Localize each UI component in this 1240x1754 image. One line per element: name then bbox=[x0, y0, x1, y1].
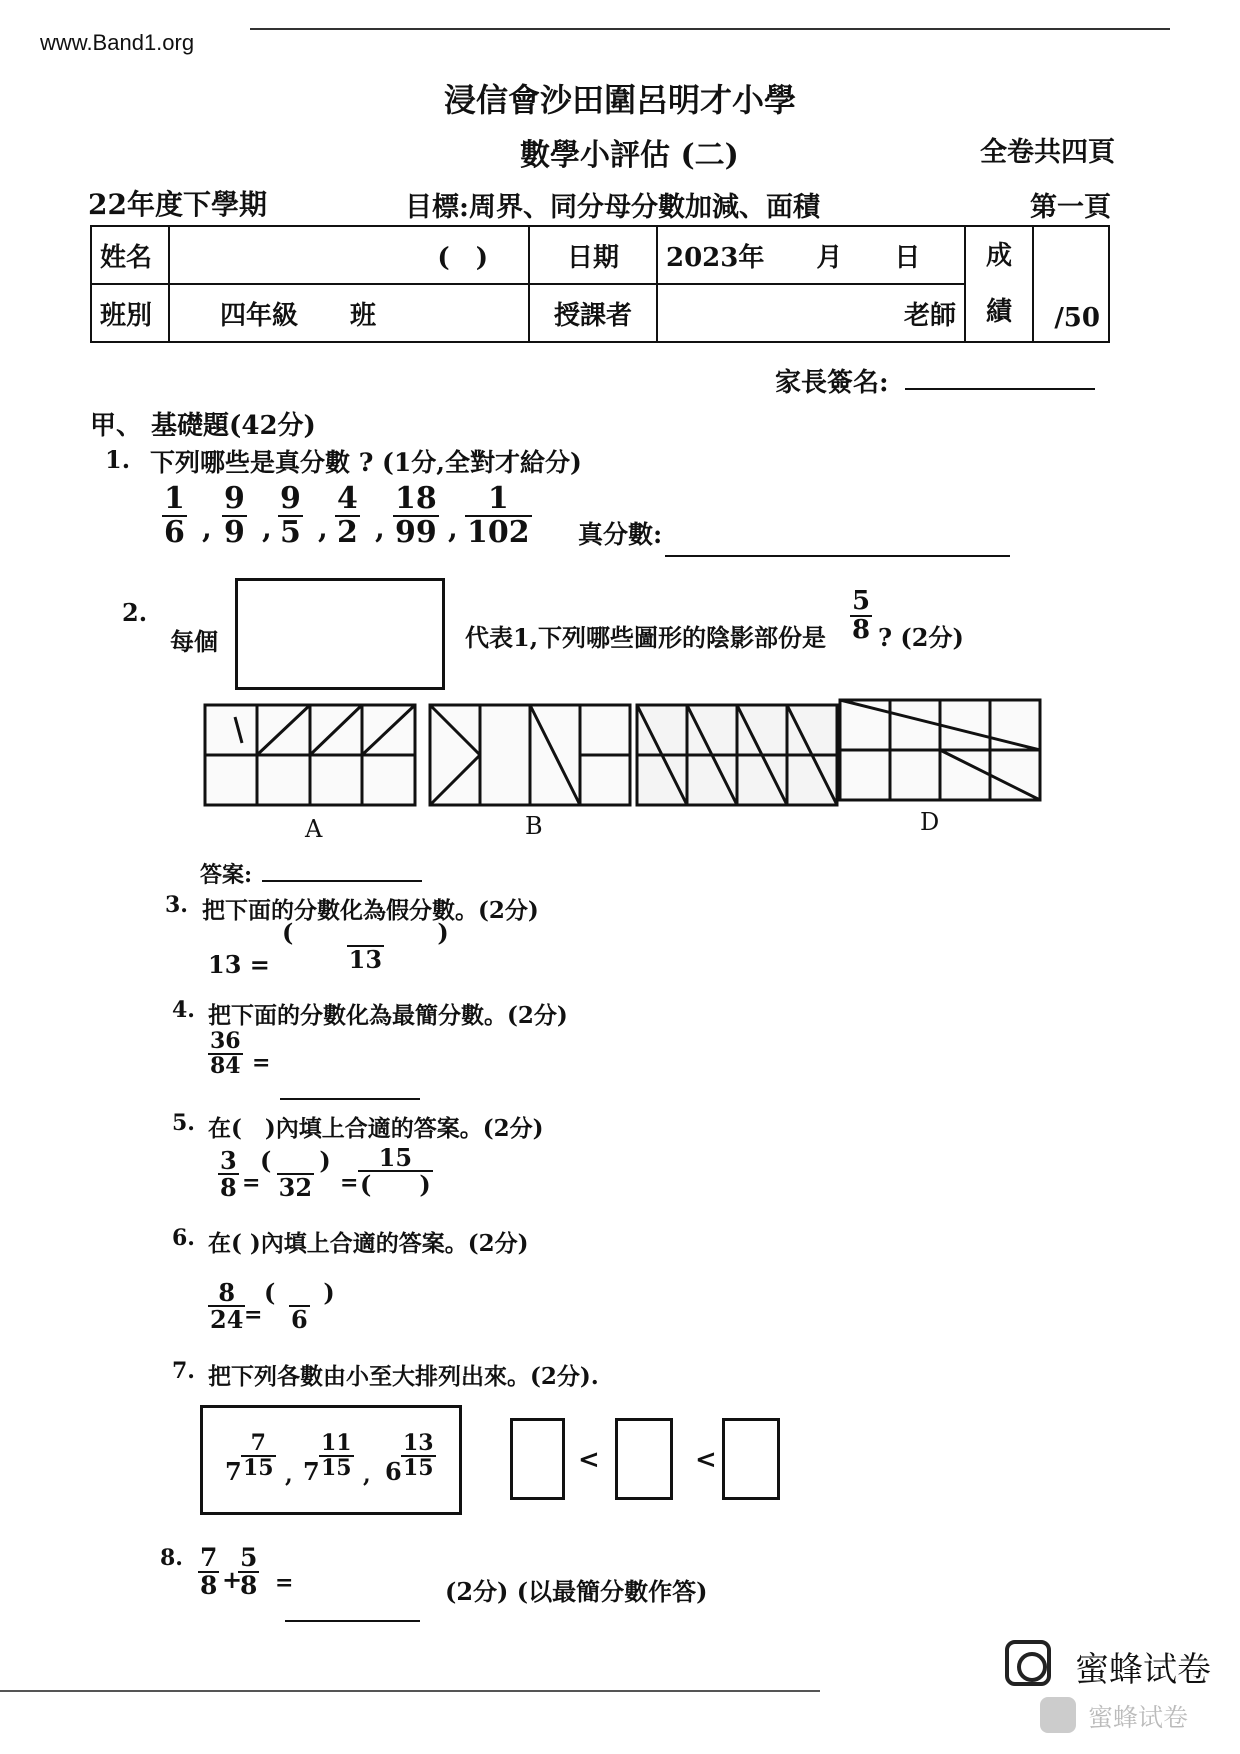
q1-frac-num: 18 bbox=[395, 481, 437, 516]
q5-fraction bbox=[218, 1146, 239, 1203]
q2-fraction bbox=[850, 588, 872, 645]
q2-figures bbox=[200, 695, 1050, 815]
q1-frac-num: 9 bbox=[224, 481, 245, 516]
q1-fraction bbox=[222, 483, 247, 548]
q8-plus: + bbox=[222, 1565, 243, 1594]
school-name: 浸信會沙田圍呂明才小學 bbox=[443, 81, 796, 119]
q6-fraction-2[interactable] bbox=[262, 1278, 337, 1335]
q7-answer-box-3[interactable] bbox=[722, 1418, 780, 1500]
q1-frac-num: 1 bbox=[487, 481, 509, 516]
q2-number: 2. bbox=[122, 598, 148, 627]
q7-answer-box-1[interactable] bbox=[510, 1418, 565, 1500]
q2-answer-line[interactable] bbox=[262, 880, 422, 882]
class-number-blank: ( ) bbox=[437, 242, 488, 273]
q7-comma: , bbox=[285, 1462, 293, 1488]
q1-fraction bbox=[393, 483, 439, 548]
q1-comma: , bbox=[262, 512, 272, 545]
q2-prefix: 每個 bbox=[170, 627, 218, 656]
q6-frac-den: 24 bbox=[210, 1305, 244, 1335]
figure-a-label: A bbox=[305, 815, 323, 843]
q7-frac-num: 11 bbox=[321, 1430, 352, 1456]
q7-whole: 7 bbox=[303, 1457, 320, 1486]
q7-frac-den: 15 bbox=[403, 1455, 434, 1482]
q5-eq2: = bbox=[340, 1170, 359, 1196]
class-field[interactable]: 四年級 班 bbox=[169, 284, 529, 342]
q7-comma: , bbox=[363, 1462, 371, 1488]
q7-text: 把下列各數由小至大排列出來。(2分). bbox=[208, 1363, 599, 1390]
objectives: 目標:周界、同分母分數加減、面積 bbox=[405, 192, 820, 223]
q1-frac-den: 99 bbox=[395, 514, 437, 550]
total-pages: 全卷共四頁 bbox=[980, 137, 1115, 168]
figure-d[interactable] bbox=[840, 700, 1040, 800]
q7-frac-num: 7 bbox=[250, 1430, 266, 1456]
q1-fraction bbox=[335, 483, 360, 548]
q8-f1-num: 7 bbox=[200, 1543, 218, 1572]
q7-lt-1: < bbox=[578, 1445, 600, 1475]
class-label: 班別 bbox=[91, 284, 169, 342]
figure-c-label: C bbox=[715, 808, 734, 836]
q4-number: 4. bbox=[172, 997, 195, 1023]
q1-fraction bbox=[162, 483, 187, 548]
q2-answer-label: 答案: bbox=[200, 862, 253, 888]
q1-comma: , bbox=[318, 512, 328, 545]
logo-text: 蜜蜂试卷 bbox=[1075, 1650, 1211, 1690]
q3-text: 把下面的分數化為假分數。(2分) bbox=[202, 897, 539, 924]
q7-whole: 7 bbox=[225, 1457, 242, 1486]
q5-f3-num: 15 bbox=[378, 1143, 413, 1172]
q5-text: 在( )內填上合適的答案。(2分) bbox=[208, 1115, 544, 1142]
q1-comma: , bbox=[375, 512, 385, 545]
q7-fraction bbox=[401, 1432, 436, 1480]
teacher-label: 授課者 bbox=[529, 284, 657, 342]
q1-fraction bbox=[465, 483, 532, 548]
q8-fraction-2 bbox=[238, 1545, 259, 1600]
q6-f2-den: 6 bbox=[291, 1305, 308, 1335]
q1-frac-num: 4 bbox=[337, 481, 358, 516]
student-info-table bbox=[90, 225, 1110, 343]
q8-fraction-1 bbox=[198, 1545, 219, 1600]
page-number: 第一頁 bbox=[1030, 192, 1111, 223]
q6-f2-num-blank[interactable]: ( ) bbox=[264, 1278, 335, 1307]
top-rule bbox=[250, 28, 1170, 30]
q4-frac-den: 84 bbox=[210, 1053, 241, 1080]
q5-f2-den: 32 bbox=[278, 1173, 313, 1203]
q6-number: 6. bbox=[172, 1225, 195, 1251]
q4-answer-line[interactable] bbox=[280, 1098, 420, 1100]
figure-b[interactable] bbox=[430, 705, 630, 805]
name-field[interactable] bbox=[169, 226, 529, 284]
q1-comma: , bbox=[202, 512, 212, 545]
q7-answer-box-2[interactable] bbox=[615, 1418, 673, 1500]
q8-note: (2分) (以最簡分數作答) bbox=[445, 1577, 708, 1606]
q6-eq: = bbox=[244, 1302, 263, 1328]
q5-eq1: = bbox=[242, 1170, 261, 1196]
score-field[interactable] bbox=[1033, 226, 1109, 342]
logo-sub-text: 蜜蜂试卷 bbox=[1088, 1703, 1189, 1732]
logo-icon bbox=[1005, 1640, 1051, 1686]
q1-frac-num: 1 bbox=[164, 481, 185, 516]
q1-comma: , bbox=[448, 512, 458, 545]
q8-answer-line[interactable] bbox=[285, 1620, 420, 1622]
q2-frac-den: 8 bbox=[852, 615, 871, 646]
section-a-title: 甲、 基礎題(42分) bbox=[90, 411, 316, 441]
q1-answer-label: 真分數: bbox=[578, 520, 663, 549]
q1-answer-line[interactable] bbox=[665, 555, 1010, 557]
unit-rectangle bbox=[235, 578, 445, 690]
q8-f2-den: 8 bbox=[240, 1571, 258, 1601]
term: 22年度下學期 bbox=[88, 188, 267, 221]
logo-sub-icon bbox=[1040, 1697, 1076, 1733]
q8-f2-num: 5 bbox=[240, 1543, 258, 1572]
teacher-suffix: 老師 bbox=[903, 300, 956, 331]
q6-frac-num: 8 bbox=[218, 1278, 236, 1307]
q5-f3-den-blank[interactable]: ( ) bbox=[360, 1170, 431, 1200]
q1-frac-den: 5 bbox=[280, 514, 301, 550]
q6-fraction bbox=[208, 1278, 245, 1335]
q3-denominator: 13 bbox=[348, 945, 383, 975]
q3-whole: 13 = bbox=[208, 950, 270, 979]
q1-frac-den: 2 bbox=[337, 514, 358, 550]
q7-fraction bbox=[241, 1432, 276, 1480]
q1-number: 1. bbox=[105, 445, 131, 474]
q7-number: 7. bbox=[172, 1358, 195, 1384]
date-field[interactable]: 2023年 月 日 bbox=[657, 226, 965, 284]
q6-text: 在( )內填上合適的答案。(2分) bbox=[208, 1230, 529, 1257]
q1-frac-den: 6 bbox=[164, 514, 185, 550]
q2-text: 代表1,下列哪些圖形的陰影部份是 bbox=[465, 623, 827, 652]
q4-text: 把下面的分數化為最簡分數。(2分) bbox=[208, 1002, 568, 1029]
q4-frac-num: 36 bbox=[210, 1028, 241, 1054]
q7-frac-den: 15 bbox=[243, 1455, 274, 1482]
q1-text: 下列哪些是真分數 ? (1分,全對才給分) bbox=[150, 448, 582, 477]
q5-fraction-3[interactable] bbox=[358, 1143, 433, 1200]
q7-lt-2: < bbox=[695, 1445, 717, 1475]
figure-a[interactable] bbox=[205, 705, 415, 805]
q7-frac-num: 13 bbox=[403, 1430, 434, 1456]
q8-number: 8. bbox=[160, 1545, 183, 1571]
q4-equals: = bbox=[252, 1050, 271, 1076]
exam-title: 數學小評估 (二) bbox=[520, 138, 739, 173]
q7-fraction bbox=[319, 1432, 354, 1480]
q5-fraction-2[interactable] bbox=[258, 1146, 333, 1203]
q3-numerator-blank[interactable]: ( ) bbox=[282, 918, 449, 947]
q5-number: 5. bbox=[172, 1110, 195, 1136]
score-label: 成績 bbox=[965, 226, 1033, 342]
parent-signature-line[interactable] bbox=[905, 388, 1095, 390]
q2-marks: ? (2分) bbox=[878, 623, 964, 652]
parent-signature-label: 家長簽名: bbox=[775, 368, 889, 398]
q1-frac-num: 9 bbox=[280, 481, 301, 516]
q7-whole: 6 bbox=[385, 1457, 402, 1486]
bottom-rule bbox=[0, 1690, 820, 1692]
q5-f2-num-blank[interactable]: ( ) bbox=[260, 1146, 331, 1175]
q8-f1-den: 8 bbox=[200, 1571, 218, 1601]
q8-equals: = bbox=[275, 1570, 294, 1596]
date-label: 日期 bbox=[529, 226, 657, 284]
teacher-field[interactable] bbox=[657, 284, 965, 342]
q4-fraction bbox=[208, 1030, 243, 1078]
name-label: 姓名 bbox=[91, 226, 169, 284]
figure-b-label: B bbox=[525, 812, 543, 840]
q2-frac-num: 5 bbox=[852, 586, 871, 616]
q1-frac-den: 102 bbox=[467, 514, 530, 550]
score-total: /50 bbox=[1054, 303, 1100, 333]
q3-number: 3. bbox=[165, 892, 188, 918]
q3-fraction[interactable] bbox=[280, 918, 451, 975]
site-watermark: www.Band1.org bbox=[40, 30, 195, 55]
q5-frac-num: 3 bbox=[220, 1146, 237, 1175]
q1-fraction bbox=[278, 483, 303, 548]
figure-c[interactable] bbox=[637, 705, 837, 805]
q7-frac-den: 15 bbox=[321, 1455, 352, 1482]
figure-d-label: D bbox=[920, 808, 940, 836]
q1-frac-den: 9 bbox=[224, 514, 245, 550]
q5-frac-den: 8 bbox=[220, 1173, 237, 1203]
